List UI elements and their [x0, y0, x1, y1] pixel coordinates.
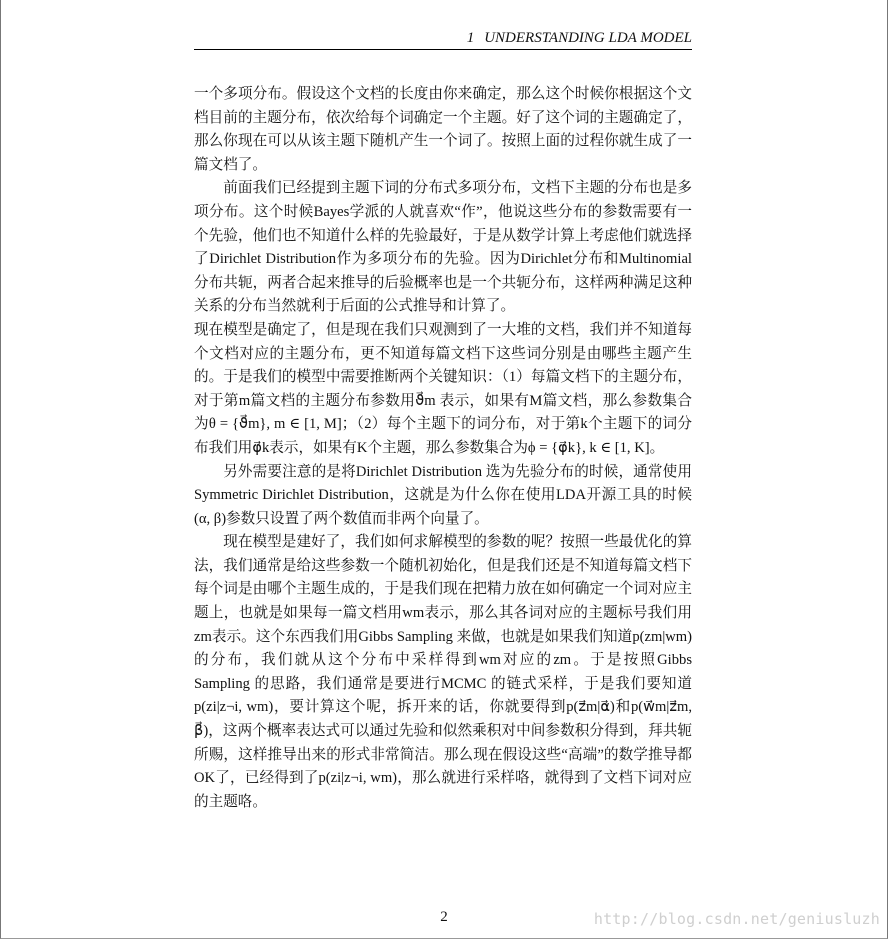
body-text	[194, 83, 692, 814]
running-header	[194, 30, 692, 50]
page-number: 2	[440, 909, 448, 925]
section-title: UNDERSTANDING LDA MODEL	[484, 30, 692, 46]
paragraph: 现在模型是确定了，但是现在我们只观测到了一大堆的文档，我们并不知道每个文档对应的主题分布，更不知道每篇文档下这些词分别是由哪些主题产生的。于是我们的模型中需要推断两个关键知识：（1）每篇文档下的主题分布，对于第m篇文档的主题分布参数用ϑ⃗m 表示，如果有M篇文档，那么参数集合为θ = {ϑ⃗m}, m ∈ [1, M]；（2）每个主题下的词分布，对于第k个主题下的词分布我们用φ⃗k表示，如果有K个主题，那么参数集合为ϕ = {φ⃗k}, k ∈ [1, K]。	[194, 321, 692, 456]
paragraph: 一个多项分布。假设这个文档的长度由你来确定，那么这个时候你根据这个文档目前的主题分布，依次给每个词确定一个主题。好了这个词的主题确定了，那么你现在可以从该主题下随机产生一个词了。按照上面的过程你就生成了一篇文档了。	[194, 86, 692, 173]
section-number: 1	[466, 30, 475, 46]
watermark: http://blog.csdn.net/geniusluzh	[593, 910, 880, 928]
paragraph: 前面我们已经提到主题下词的分布式多项分布，文档下主题的分布也是多项分布。这个时候Bayes学派的人就喜欢“作”，他说这些分布的参数需要有一个先验，他们也不知道什么样的先验最好，于是从数学计算上考虑他们就选择了Dirichlet Distribution作为多项分布的先验。因为Dirichlet分布和Multinomial分布共轭，两者合起来推导的后验概率也是一个共轭分布，这样两种满足这种关系的分布当然就利于后面的公式推导和计算了。	[194, 180, 692, 315]
paragraph: 另外需要注意的是将Dirichlet Distribution 选为先验分布的时候，通常使用Symmetric Dirichlet Distribution，这就是为什么你在使用LDA开源工具的时候(α, β)参数只设置了两个数值而非两个向量了。	[194, 463, 692, 527]
paragraph: 现在模型是建好了，我们如何求解模型的参数的呢？按照一些最优化的算法，我们通常是给这些参数一个随机初始化，但是我们还是不知道每篇文档下每个词是由哪个主题生成的，于是我们现在把精力放在如何确定一个词对应主题上，也就是如果每一篇文档用wm表示，那么其各词对应的主题标号我们用zm表示。这个东西我们用Gibbs Sampling 来做，也就是如果我们知道p(zm|wm)的分布，我们就从这个分布中采样得到wm对应的zm。于是按照Gibbs Sampling 的思路，我们通常是要进行MCMC 的链式采样，于是我们要知道p(zi|z¬i, wm)，要计算这个呢，拆开来的话，你就要得到p(z⃗m|α⃗)和p(w⃗m|z⃗m, β⃗)，这两个概率表达式可以通过先验和似然乘积对中间参数积分得到，拜共轭所赐，这样推导出来的形式非常简洁。那么现在假设这些“高端”的数学推导都OK了，已经得到了p(zi|z¬i, wm)，那么就进行采样咯，就得到了文档下词对应的主题咯。	[194, 534, 692, 810]
